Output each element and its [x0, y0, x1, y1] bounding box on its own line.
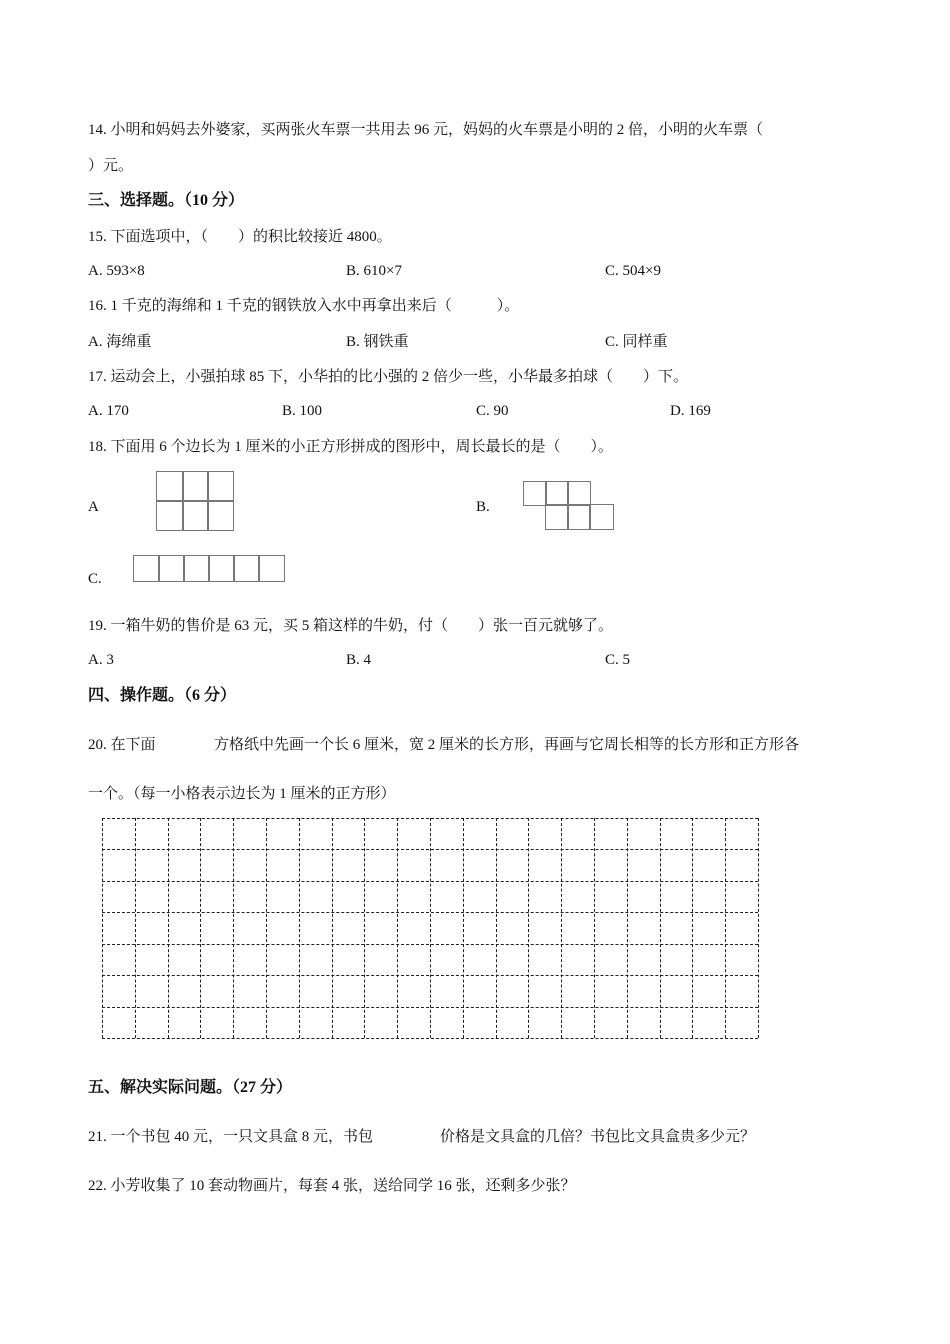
q17-option-d: D. 169 [670, 403, 711, 419]
grid-vertical-line [332, 818, 333, 1038]
grid-horizontal-line [102, 818, 758, 819]
q18-stem: 18. 下面用 6 个边长为 1 厘米的小正方形拼成的图形中，周长最长的是（ ）。 [88, 439, 614, 455]
q16-option-b: B. 钢铁重 [346, 334, 409, 350]
grid-vertical-line [561, 818, 562, 1038]
grid-vertical-line [102, 818, 103, 1038]
grid-vertical-line [364, 818, 365, 1038]
q19-option-a: A. 3 [88, 652, 114, 668]
grid-vertical-line [692, 818, 693, 1038]
q16-option-c: C. 同样重 [605, 334, 668, 350]
grid-vertical-line [627, 818, 628, 1038]
grid-vertical-line [397, 818, 398, 1038]
grid-horizontal-line [102, 944, 758, 945]
q15-option-a: A. 593×8 [88, 263, 145, 279]
q18-label-c: C. [88, 571, 102, 587]
q18-label-a: A [88, 499, 99, 515]
section-5-heading: 五、解决实际问题。（27 分） [88, 1079, 293, 1096]
grid-vertical-line [725, 818, 726, 1038]
q15-stem: 15. 下面选项中，（ ）的积比较接近 4800。 [88, 229, 392, 245]
section-4-heading: 四、操作题。（6 分） [88, 687, 237, 704]
q20-line2: 一个。（每一小格表示边长为 1 厘米的正方形） [88, 786, 396, 802]
grid-vertical-line [266, 818, 267, 1038]
q16-stem: 16. 1 千克的海绵和 1 千克的钢铁放入水中再拿出来后（ ）。 [88, 298, 520, 314]
grid-horizontal-line [102, 912, 758, 913]
q21-start: 21. 一个书包 40 元，一只文具盒 8 元，书包 [88, 1129, 374, 1145]
grid-vertical-line [758, 818, 759, 1038]
q15-option-c: C. 504×9 [605, 263, 661, 279]
dashed-grid-paper[interactable] [102, 818, 758, 1038]
q17-option-b: B. 100 [282, 403, 323, 419]
grid-vertical-line [200, 818, 201, 1038]
grid-vertical-line [168, 818, 169, 1038]
grid-vertical-line [233, 818, 234, 1038]
q18-label-b: B. [476, 499, 490, 515]
q19-stem: 19. 一箱牛奶的售价是 63 元，买 5 箱这样的牛奶，付（ ）张一百元就够了。 [88, 618, 614, 634]
q22-stem: 22. 小芳收集了 10 套动物画片，每套 4 张，送给同学 16 张，还剩多少张？ [88, 1178, 576, 1194]
q20-line1-rest: 方格纸中先画一个长 6 厘米，宽 2 厘米的长方形，再画与它周长相等的长方形和正方形各 [214, 737, 800, 753]
grid-vertical-line [660, 818, 661, 1038]
grid-vertical-line [430, 818, 431, 1038]
grid-vertical-line [135, 818, 136, 1038]
q17-stem: 17. 运动会上，小强拍球 85 下，小华拍的比小强的 2 倍少一些，小华最多拍球（ ）下。 [88, 369, 689, 385]
q16-option-a: A. 海绵重 [88, 334, 152, 350]
q21-rest: 价格是文具盒的几倍？书包比文具盒贵多少元？ [440, 1129, 756, 1145]
q19-option-b: B. 4 [346, 652, 372, 668]
q20-line1-start: 20. 在下面 [88, 737, 156, 753]
grid-vertical-line [299, 818, 300, 1038]
q19-option-c: C. 5 [605, 652, 631, 668]
q17-option-a: A. 170 [88, 403, 129, 419]
grid-vertical-line [528, 818, 529, 1038]
grid-vertical-line [463, 818, 464, 1038]
grid-horizontal-line [102, 881, 758, 882]
q14-line1: 14. 小明和妈妈去外婆家，买两张火车票一共用去 96 元，妈妈的火车票是小明的 2 倍，小明的火车票（ [88, 122, 764, 138]
q15-option-b: B. 610×7 [346, 263, 402, 279]
q17-option-c: C. 90 [476, 403, 509, 419]
grid-horizontal-line [102, 849, 758, 850]
grid-horizontal-line [102, 1007, 758, 1008]
grid-vertical-line [496, 818, 497, 1038]
grid-vertical-line [594, 818, 595, 1038]
grid-horizontal-line [102, 1038, 758, 1039]
q14-line2: ）元。 [88, 158, 134, 174]
grid-horizontal-line [102, 975, 758, 976]
section-3-heading: 三、选择题。（10 分） [88, 192, 245, 209]
